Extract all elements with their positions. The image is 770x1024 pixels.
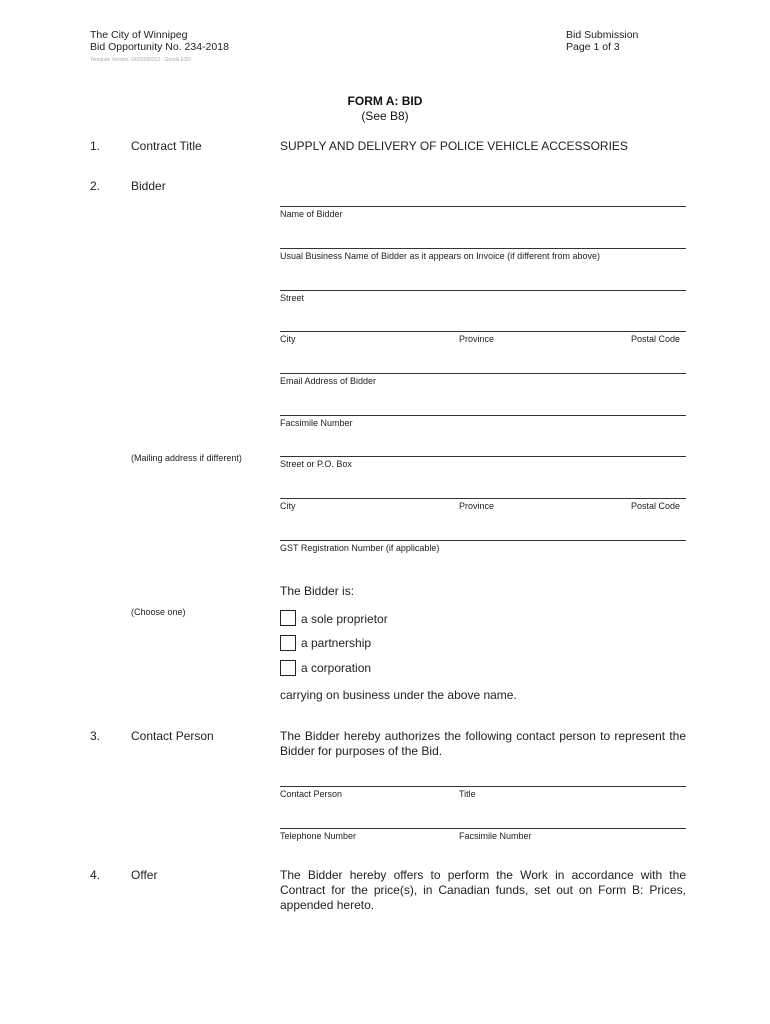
partnership-label: a partnership: [301, 636, 372, 650]
mailing-address-note: (Mailing address if different): [131, 453, 242, 463]
facsimile-field[interactable]: [280, 415, 686, 416]
header-bid-number: Bid Opportunity No. 234-2018: [90, 41, 229, 53]
choose-one-note: (Choose one): [131, 607, 186, 617]
mailing-postal-code-label: Postal Code: [631, 501, 681, 511]
form-title: FORM A: BID: [347, 94, 423, 108]
contract-title-value: SUPPLY AND DELIVERY OF POLICE VEHICLE ACCESSORIES: [280, 139, 628, 153]
street-label: Street: [280, 293, 305, 303]
city-label: City: [280, 334, 296, 344]
contact-person-label: Contact Person: [280, 789, 343, 799]
header-template-version: Template Version: G020180313 - Goods ESD: [90, 57, 191, 63]
usual-business-name-label: Usual Business Name of Bidder as it appears on Invoice (if different from above): [280, 251, 600, 261]
title-label: Title: [459, 789, 476, 799]
postal-code-label: Postal Code: [631, 334, 681, 344]
mailing-province-label: Province: [459, 501, 495, 511]
section-1-label: Contract Title: [131, 139, 202, 153]
email-label: Email Address of Bidder: [280, 376, 377, 386]
header-submission: Bid Submission: [566, 29, 639, 41]
header-page: Page 1 of 3: [566, 41, 620, 53]
mailing-city-label: City: [280, 501, 296, 511]
gst-field[interactable]: [280, 540, 686, 541]
name-of-bidder-label: Name of Bidder: [280, 209, 343, 219]
contact-facsimile-label: Facsimile Number: [459, 831, 532, 841]
gst-label: GST Registration Number (if applicable): [280, 543, 440, 553]
partnership-checkbox[interactable]: [280, 635, 296, 651]
city-province-postal-field[interactable]: [280, 331, 686, 332]
section-4-label: Offer: [131, 868, 158, 882]
usual-business-name-field[interactable]: [280, 248, 686, 249]
mailing-city-province-postal-field[interactable]: [280, 498, 686, 499]
sole-proprietor-checkbox[interactable]: [280, 610, 296, 626]
contact-person-title-field[interactable]: [280, 786, 686, 787]
offer-text: The Bidder hereby offers to perform the Work in accordance with the Contract for the price(s), in Canadian funds, set out on Form B: Prices, appended hereto.: [280, 868, 686, 912]
form-subtitle: (See B8): [361, 109, 409, 123]
name-of-bidder-field[interactable]: [280, 206, 686, 207]
contact-authorization-text: The Bidder hereby authorizes the following contact person to represent the Bidder for purposes of the Bid.: [280, 729, 686, 758]
section-2-number: 2.: [90, 179, 101, 193]
carrying-on-business-text: carrying on business under the above name.: [280, 688, 517, 702]
mailing-street-field[interactable]: [280, 456, 686, 457]
section-4-number: 4.: [90, 868, 101, 882]
telephone-label: Telephone Number: [280, 831, 357, 841]
section-3-number: 3.: [90, 729, 101, 743]
section-1-number: 1.: [90, 139, 101, 153]
email-field[interactable]: [280, 373, 686, 374]
section-3-label: Contact Person: [131, 729, 214, 743]
sole-proprietor-label: a sole proprietor: [301, 612, 388, 626]
telephone-facsimile-field[interactable]: [280, 828, 686, 829]
mailing-street-label: Street or P.O. Box: [280, 459, 352, 469]
corporation-label: a corporation: [301, 661, 372, 675]
corporation-checkbox[interactable]: [280, 660, 296, 676]
street-field[interactable]: [280, 290, 686, 291]
facsimile-label: Facsimile Number: [280, 418, 353, 428]
province-label: Province: [459, 334, 495, 344]
bidder-is-label: The Bidder is:: [280, 584, 355, 598]
header-org: The City of Winnipeg: [90, 29, 188, 41]
section-2-label: Bidder: [131, 179, 166, 193]
